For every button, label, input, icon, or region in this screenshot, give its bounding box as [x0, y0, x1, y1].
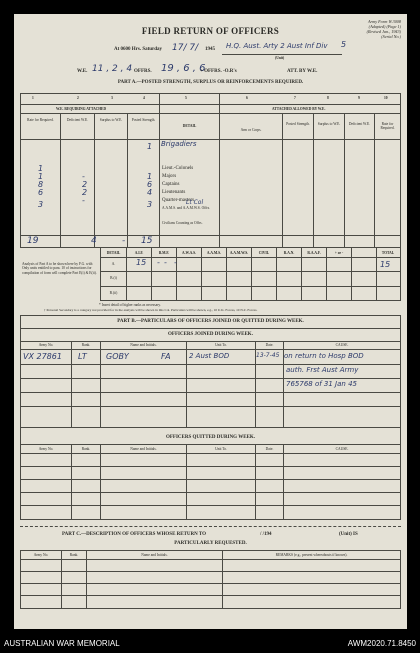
- unit-underline: [222, 54, 342, 55]
- army-form-line: (Serial No.): [381, 34, 401, 39]
- joined-army-no: VX 27861: [23, 352, 62, 361]
- rule: [20, 93, 21, 247]
- at-line: At 0600 Hrs. Saturday: [114, 47, 163, 52]
- part-c-date: / /194: [260, 532, 272, 537]
- col-number: 3: [111, 96, 113, 100]
- serial-handwritten: 5: [341, 40, 347, 49]
- qm-handwritten: Lt Col: [186, 199, 204, 206]
- col-number: 7: [294, 96, 296, 100]
- total-hw: 4: [91, 236, 97, 246]
- rule: [400, 427, 401, 519]
- hw-col2: -: [82, 172, 85, 181]
- detail-col: A.I.F.: [134, 251, 144, 255]
- detail-col: + or -: [334, 251, 344, 255]
- we-requiring-head: W.E. REQUIRING ATTACHED: [56, 107, 107, 111]
- rank-label: A.A.M.S. and A.A.M.W.S. Offrs.: [162, 206, 211, 210]
- offrs-handwritten: 19 , 6 , 6: [161, 63, 206, 74]
- rule: [20, 550, 21, 608]
- rank-label: Lieut.-Colonels: [162, 166, 194, 171]
- joined-unit: 2 Aust BOD: [189, 352, 230, 360]
- rule: [20, 315, 21, 427]
- rule: [94, 113, 95, 247]
- part-c-head: Rank.: [69, 553, 79, 557]
- joined-head: Name and Initials.: [130, 343, 157, 347]
- quitted-head: Date.: [265, 447, 274, 451]
- part-c-head: REMARKS (e.g., present whereabouts if known).: [275, 553, 348, 557]
- part-c-head: Name and Initials.: [141, 553, 168, 557]
- rule: [20, 349, 401, 350]
- rule: [20, 341, 401, 342]
- army-form-line: Army Form W.3008: [368, 19, 401, 24]
- we-label: W.E.: [77, 69, 88, 74]
- col-head: Rate for Required.: [380, 122, 395, 130]
- rule: [20, 378, 401, 379]
- rule: [61, 550, 62, 608]
- joined-head: Unit To.: [215, 343, 227, 347]
- joined-cause: 765768 of 31 Jan 45: [286, 380, 357, 388]
- army-form-line: (Adapted) (Page 1): [368, 24, 401, 29]
- rule: [100, 444, 101, 519]
- total-hw: -: [122, 236, 126, 246]
- detail-col: DETAIL: [106, 251, 121, 255]
- rule: [20, 571, 401, 572]
- part-c-title2: PARTICULARLY REQUESTED.: [174, 541, 247, 546]
- rule: [20, 364, 401, 365]
- col-number: 2: [77, 96, 79, 100]
- unit-label: (Unit): [275, 56, 285, 60]
- rule: [255, 444, 256, 519]
- joined-initials: FA: [161, 352, 171, 361]
- rule: [20, 453, 401, 454]
- col-number: 8: [327, 96, 329, 100]
- detail-col: A.W.A.S.: [181, 251, 197, 255]
- hw-col2: -: [82, 196, 85, 205]
- rule: [20, 519, 401, 520]
- joined-date: 13-7-45: [256, 352, 280, 359]
- col-head: Surplus to W.E.: [317, 122, 341, 126]
- hw-col4: 4: [147, 188, 153, 197]
- rank-label: Quarter-masters: [162, 198, 195, 203]
- analysis-row: B.(ii): [109, 291, 118, 295]
- col-number: 6: [246, 96, 248, 100]
- col-head: Deficient W.E.: [348, 122, 371, 126]
- quitted-title: OFFICERS QUITTED DURING WEEK.: [165, 435, 256, 440]
- joined-head: Date.: [265, 343, 274, 347]
- rule: [20, 583, 401, 584]
- part-c-head: Army No.: [33, 553, 49, 557]
- quitted-head: Army No.: [38, 447, 54, 451]
- quitted-head: Name and Initials.: [130, 447, 157, 451]
- rule: [374, 113, 375, 247]
- rank-label: Civilians Counting as Offrs.: [162, 221, 203, 225]
- at-date: 17/ 7/: [172, 43, 199, 53]
- hw-col4: 1: [147, 142, 153, 151]
- detail-col: R.A.A.F.: [307, 251, 321, 255]
- rule: [222, 550, 223, 608]
- col-number: 9: [358, 96, 360, 100]
- total-analysis-hw: 15: [380, 260, 391, 269]
- joined-rank: LT: [78, 352, 87, 361]
- analysis-row: A.: [111, 262, 116, 266]
- part-a-title: PART A.—POSTED STRENGTH, SURPLUS OR REINFORCEMENTS REQUIRED.: [117, 80, 304, 85]
- col-head: Arm or Corps.: [240, 128, 262, 132]
- total-hw: 19: [27, 236, 39, 246]
- quitted-head: CAUSE.: [335, 447, 349, 451]
- detail-col: R.A.N.: [283, 251, 295, 255]
- ors-label: + OFFRS. -O.R's: [200, 69, 237, 74]
- col-number: 1: [32, 96, 34, 100]
- joined-head: CAUSE.: [335, 343, 349, 347]
- rank-label: Majors: [162, 174, 177, 179]
- att-label: ATT. BY W.E.: [287, 69, 318, 74]
- rule: [20, 466, 401, 467]
- footer-credit: AUSTRALIAN WAR MEMORIAL: [4, 639, 120, 648]
- joined-cause: auth. Frst Aust Army: [286, 366, 359, 374]
- hw-col1: 3: [38, 200, 44, 209]
- rule: [283, 444, 284, 519]
- army-form-line: (Revised Jan., 1943): [366, 29, 401, 34]
- rule: [20, 559, 401, 560]
- joined-title: OFFICERS JOINED DURING WEEK.: [168, 332, 253, 337]
- rule: [159, 93, 160, 247]
- footnote: * Insert detail of higher ranks as necessary.: [99, 303, 161, 307]
- part-b-title: PART B.—PARTICULARS OF OFFICERS JOINED OR QUITTED DURING WEEK.: [117, 319, 304, 324]
- rule: [20, 104, 401, 105]
- rank-label: Captains: [162, 182, 180, 187]
- rule: [71, 444, 72, 519]
- rule: [20, 247, 401, 248]
- offrs-label: OFFRS.: [134, 69, 152, 74]
- rule: [351, 247, 352, 300]
- rule: [86, 550, 87, 608]
- rule: [20, 492, 401, 493]
- rule: [60, 113, 61, 247]
- hw-col2: 2: [82, 188, 88, 197]
- detail-col: B.M.F.: [158, 251, 170, 255]
- rule: [186, 444, 187, 519]
- rule: [100, 341, 101, 427]
- hw-col1: 1: [38, 172, 44, 181]
- col-head: Surplus to W.E.: [99, 118, 123, 122]
- joined-cause: on return to Hosp BOD: [284, 352, 364, 360]
- rule: [100, 300, 401, 301]
- col-number: 10: [384, 96, 388, 100]
- rule: [400, 315, 401, 427]
- rule: [20, 328, 401, 329]
- analysis-hw: -: [174, 258, 177, 267]
- detail-col: A.A.M.W.S.: [229, 251, 249, 255]
- rule: [20, 505, 401, 506]
- rule: [219, 93, 220, 247]
- brigadiers-handwritten: Brigadiers: [161, 140, 197, 148]
- we-handwritten: 11 , 2 , 4: [92, 64, 133, 74]
- analysis-hw: 15: [136, 258, 147, 267]
- detail-head: DETAIL: [182, 124, 197, 128]
- footer-accession: AWM2020.71.8450: [347, 639, 416, 648]
- col-head: Posted Strength.: [131, 118, 156, 122]
- hw-col1: 8: [38, 180, 44, 189]
- unit-handwritten: H.Q. Aust. Arty 2 Aust Inf Div: [226, 42, 328, 50]
- hw-col1: 6: [38, 188, 44, 197]
- analysis-note: Analysis of Part A to be shown here by F.G. with Only units entitled to para. 10 of instructions for compilation of form will complete Part E(i) & E(ii).: [22, 262, 97, 275]
- rule: [20, 479, 401, 480]
- analysis-hw: -: [164, 258, 167, 267]
- col-head: Deficient W.E.: [66, 118, 89, 122]
- rank-label: Lieutenants: [162, 190, 186, 195]
- attached-allowed-head: ATTACHED ALLOWED BY W.E.: [272, 107, 326, 111]
- rule: [71, 341, 72, 427]
- col-number: 5: [185, 96, 187, 100]
- dashed-rule: [20, 526, 401, 527]
- rule: [20, 315, 401, 316]
- detail-col: CIVIL: [258, 251, 270, 255]
- rule: [282, 113, 283, 247]
- rule: [20, 427, 21, 519]
- rule: [20, 595, 401, 596]
- col-head: Posted Strength.: [286, 122, 310, 126]
- rule: [20, 444, 401, 445]
- rule: [20, 93, 401, 94]
- rule: [20, 392, 401, 393]
- total-hw: 15: [141, 236, 153, 246]
- part-c-unit: (Unit) IS: [339, 532, 358, 537]
- rule: [313, 113, 314, 247]
- footnote: † Personal Secondary is a category not provided for in the analysis will be shown in this Col. Particulars will be shown, e.g., 10 U.K. Forces, 10 N.Z. Forces.: [44, 308, 258, 312]
- year: 1945: [205, 47, 215, 52]
- joined-head: Rank.: [81, 343, 91, 347]
- part-c-title: PART C.—DESCRIPTION OF OFFICERS WHOSE RETURN TO: [62, 532, 207, 537]
- form-title: FIELD RETURN OF OFFICERS: [141, 26, 280, 36]
- rule: [186, 341, 187, 427]
- rule: [400, 247, 401, 300]
- quitted-head: Rank.: [81, 447, 91, 451]
- col-number: 4: [143, 96, 145, 100]
- rule: [344, 113, 345, 247]
- rule: [127, 113, 128, 247]
- analysis-row: B.(i): [110, 276, 117, 280]
- joined-name: GOBY: [106, 352, 129, 361]
- analysis-hw: -: [157, 258, 160, 267]
- joined-head: Army No.: [38, 343, 54, 347]
- rule: [20, 608, 401, 609]
- rule: [400, 550, 401, 608]
- detail-col: A.A.M.S.: [206, 251, 222, 255]
- hw-col4: 6: [147, 180, 153, 189]
- hw-col1: 1: [38, 164, 44, 173]
- detail-col: TOTAL: [381, 251, 395, 255]
- col-head: Rate for Required.: [27, 118, 54, 122]
- hw-col2: 2: [82, 180, 88, 189]
- rule: [20, 427, 401, 428]
- rule: [400, 93, 401, 247]
- quitted-head: Unit To.: [215, 447, 227, 451]
- hw-col4: 1: [147, 172, 153, 181]
- hw-col4: 3: [147, 200, 153, 209]
- rule: [20, 550, 401, 551]
- form-page: [14, 14, 407, 629]
- rule: [20, 406, 401, 407]
